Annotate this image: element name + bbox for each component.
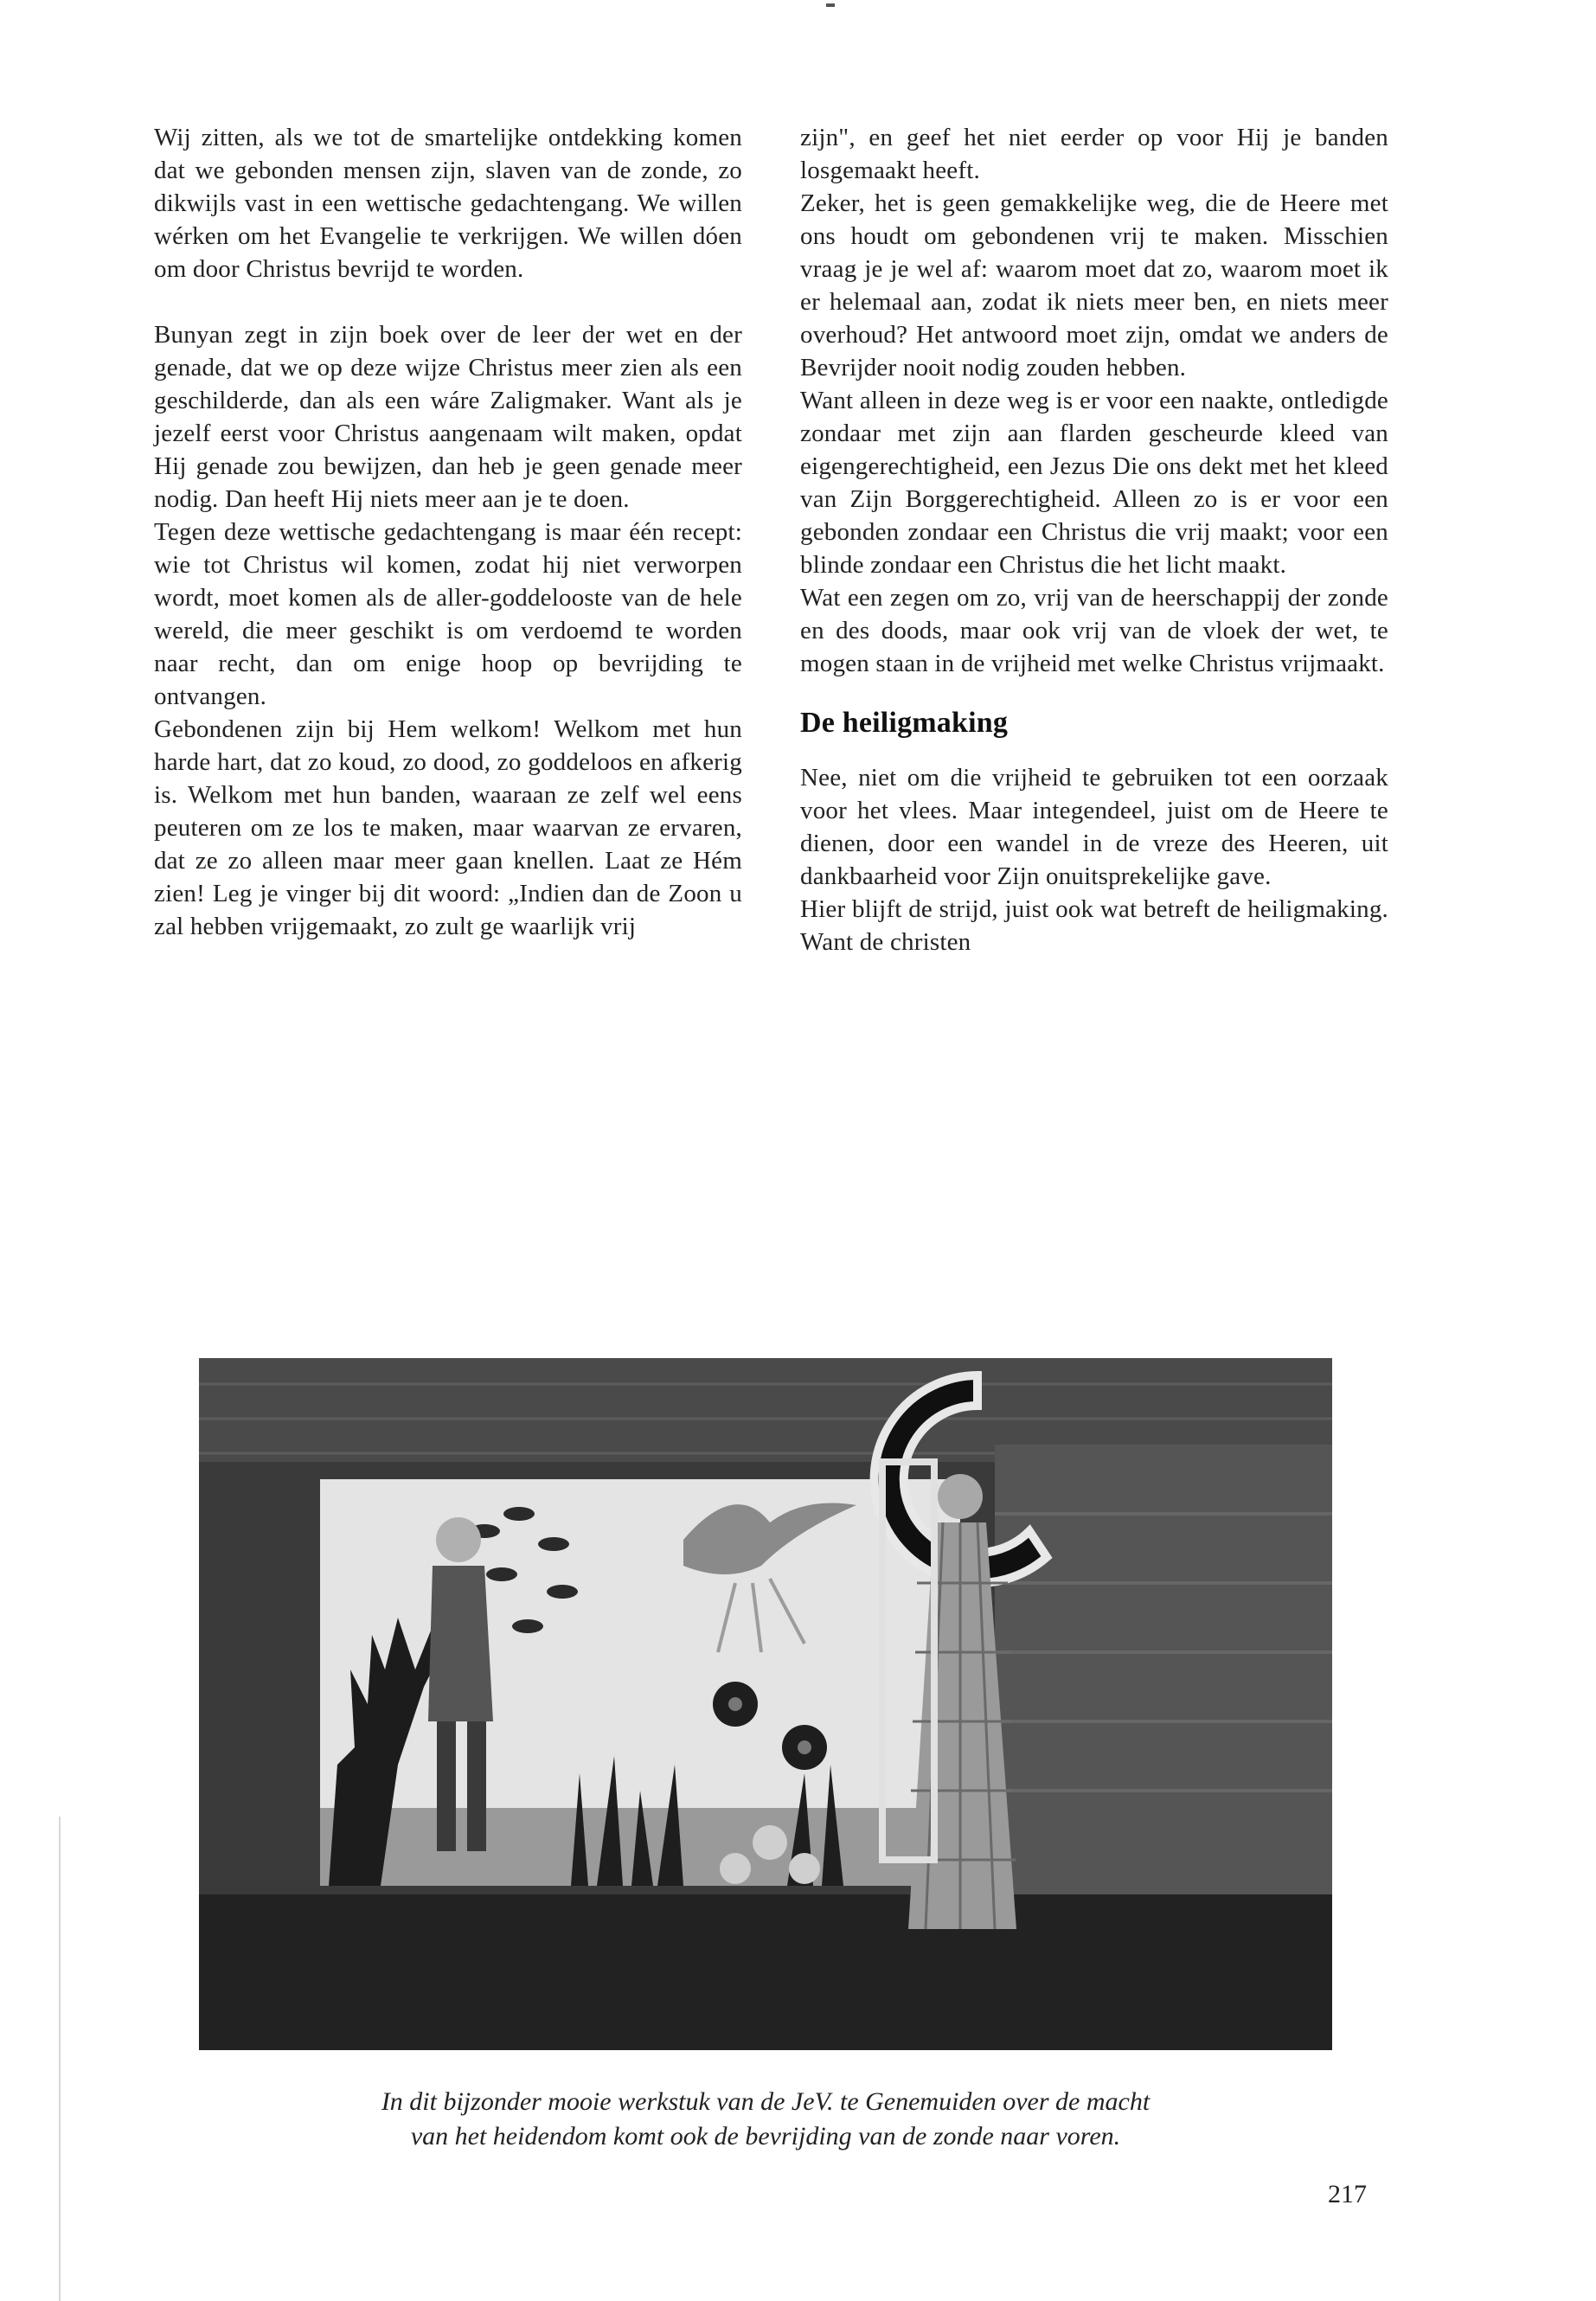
paragraph-gap	[154, 285, 742, 318]
left-paragraph-1: Wij zitten, als we tot de smartelijke ontdekking komen dat we gebonden mensen zijn, slaven van de zonde, zo dikwijls vast in een wettische gedachtengang. We willen wérken om het Evangelie te verkrijgen. We willen dóen om door Christus bevrijd te worden.	[154, 124, 742, 283]
caption-line-2: van het heidendom komt ook de bevrijding van de zonde naar voren.	[410, 2122, 1121, 2150]
left-paragraph-3: Tegen deze wettische gedachtengang is maar één recept: wie tot Christus wil komen, zodat hij niet verworpen wordt, moet komen als de aller-goddelooste van de hele wereld, die meer geschikt is om verdoemd te worden naar recht, dan om enige hoop op bevrijding te ontvangen.	[154, 518, 742, 710]
stage-photo-illustration	[199, 1358, 1332, 2050]
left-paragraph-4: Gebondenen zijn bij Hem welkom! Welkom met hun harde hart, dat zo koud, zo dood, zo goddeloos en afkerig is. Welkom met hun banden, waaraan ze zelf wel eens peuteren om ze los te maken, maar waarvan ze ervaren, dat ze zo alleen maar meer gaan knellen. Laat ze Hém zien! Leg je vinger bij dit woord: „Indien dan de Zoon u zal hebben vrijgemaakt, zo zult ge waarlijk vrij	[154, 715, 742, 940]
right-paragraph-1: zijn", en geef het niet eerder op voor Hij je banden losgemaakt heeft.	[800, 124, 1388, 184]
left-text-column	[154, 121, 742, 943]
right-paragraph-5: Nee, niet om die vrijheid te gebruiken tot een oorzaak voor het vlees. Maar integendeel, juist om de Heere te dienen, door een wandel in de vreze des Heeren, uit dankbaarheid voor Zijn onuitsprekelijke gave.	[800, 764, 1388, 890]
left-paragraph-2: Bunyan zegt in zijn boek over de leer der wet en der genade, dat we op deze wijze Christus meer zien als een geschilderde, dan als een wáre Zaligmaker. Want als je jezelf eerst voor Christus aangenaam wilt maken, opdat Hij genade zou bewijzen, dan heb je geen genade meer nodig. Dan heeft Hij niets meer aan je te doen.	[154, 321, 742, 513]
right-paragraph-4: Wat een zegen om zo, vrij van de heerschappij der zonde en des doods, maar ook vrij van de vloek der wet, te mogen staan in de vrijheid met welke Christus vrijmaakt.	[800, 584, 1388, 677]
right-paragraph-3: Want alleen in deze weg is er voor een naakte, ontledigde zondaar met zijn aan flarden gescheurde kleed van eigengerechtigheid, een Jezus Die ons dekt met het kleed van Zijn Borggerechtigheid. Alleen zo is er voor een gebonden zondaar een Christus die vrij maakt; voor een blinde zondaar een Christus die het licht maakt.	[800, 387, 1388, 579]
section-heading: De heiligmaking	[800, 707, 1009, 739]
stage-photo	[199, 1358, 1332, 2050]
photo-caption	[199, 2085, 1332, 2154]
right-paragraph-6: Hier blijft de strijd, juist ook wat betreft de heiligmaking. Want de christen	[800, 895, 1388, 956]
scan-mark	[826, 3, 835, 7]
stage-floor	[199, 1894, 1332, 2050]
right-text-column	[800, 121, 1388, 958]
scan-edge-line	[59, 1817, 61, 2301]
right-paragraph-2: Zeker, het is geen gemakkelijke weg, die de Heere met ons houdt om gebondenen vrij te maken. Misschien vraag je je wel af: waarom moet dat zo, waarom moet ik er helemaal aan, zodat ik niets meer ben, en niets meer overhoud? Het antwoord moet zijn, omdat we anders de Bevrijder nooit nodig zouden hebben.	[800, 189, 1388, 381]
caption-line-1: In dit bijzonder mooie werkstuk van de JeV. te Genemuiden over de macht	[381, 2087, 1151, 2116]
page-number: 217	[1328, 2180, 1367, 2208]
